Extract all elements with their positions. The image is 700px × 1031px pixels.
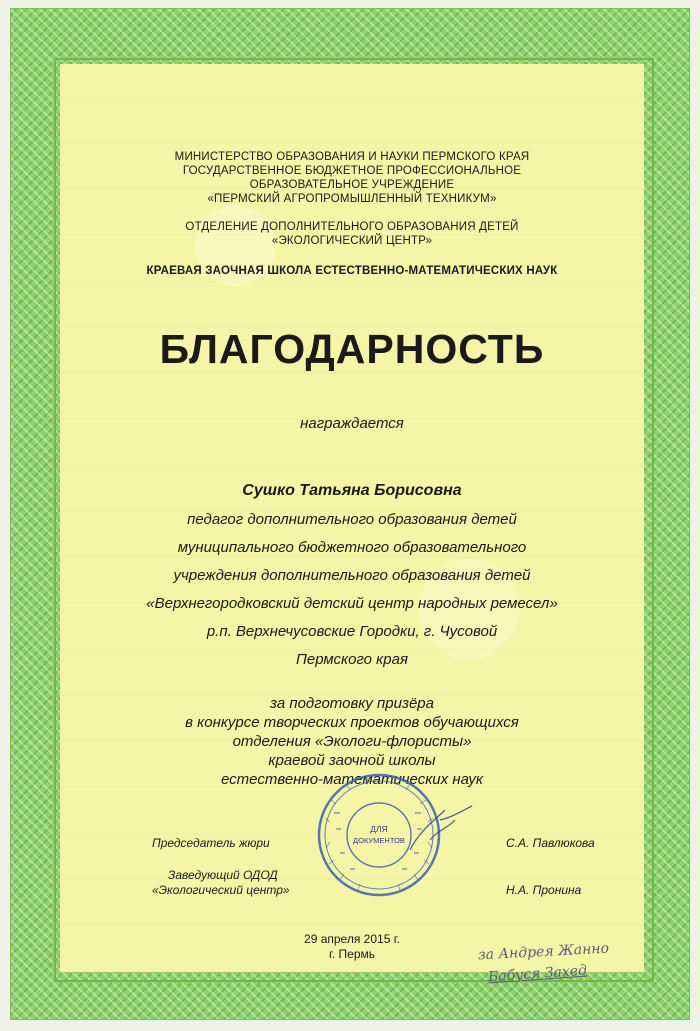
recipient-line-4: «Верхнегородковский детский центр народных ремесел» <box>146 595 558 612</box>
head-name: Н.А. Пронина <box>506 883 582 897</box>
header-ministry: МИНИСТЕРСТВО ОБРАЗОВАНИЯ И НАУКИ ПЕРМСКОГО КРАЯ <box>174 151 530 163</box>
seal-center-line-2: ДОКУМЕНТОВ <box>353 836 405 845</box>
recipient-line-5: р.п. Верхнечусовские Городки, г. Чусовой <box>206 623 498 640</box>
footer-date: 29 апреля 2015 г. <box>304 932 400 946</box>
header-department-1: ОТДЕЛЕНИЕ ДОПОЛНИТЕЛЬНОГО ОБРАЗОВАНИЯ ДЕТЕЙ <box>185 221 519 233</box>
certificate-title: БЛАГОДАРНОСТЬ <box>159 326 545 372</box>
header-department-2: «ЭКОЛОГИЧЕСКИЙ ЦЕНТР» <box>271 235 433 247</box>
seal-center-line-1: ДЛЯ <box>370 824 388 834</box>
header-school: КРАЕВАЯ ЗАОЧНАЯ ШКОЛА ЕСТЕСТВЕННО-МАТЕМАТИЧЕСКИХ НАУК <box>146 265 558 277</box>
recipient-line-1: педагог дополнительного образования детей <box>187 511 517 528</box>
recipient-line-3: учреждения дополнительного образования детей <box>173 567 531 584</box>
ink-signature <box>400 800 480 860</box>
reason-line-5: естественно-математических наук <box>221 771 483 788</box>
recipient-line-2: муниципального бюджетного образовательного <box>177 539 527 556</box>
reason-line-3: отделения «Экологи-флористы» <box>232 733 472 750</box>
handwritten-note-2: Бабуся Захед <box>487 962 588 986</box>
recipient-name: Сушко Татьяна Борисовна <box>242 482 462 499</box>
recipient-details <box>60 506 644 674</box>
header-institution-2: ОБРАЗОВАТЕЛЬНОЕ УЧРЕЖДЕНИЕ <box>249 179 455 191</box>
handwritten-note-1: за Андрея Жанно <box>477 940 610 964</box>
header-institution-3: «ПЕРМСКИЙ АГРОПРОМЫШЛЕННЫЙ ТЕХНИКУМ» <box>207 193 497 205</box>
head-title-1: Заведующий ОДОД <box>168 868 278 882</box>
reason-line-4: краевой заочной школы <box>268 752 436 769</box>
chair-title: Председатель жюри <box>152 836 270 850</box>
reason-line-1: за подготовку призёра <box>270 695 434 712</box>
chair-name: С.А. Павлюкова <box>506 836 595 850</box>
awarded-text: награждается <box>300 415 404 432</box>
footer-city: г. Пермь <box>328 947 376 961</box>
head-title-2: «Экологический центр» <box>152 883 290 897</box>
recipient-line-6: Пермского края <box>296 651 408 668</box>
reason-line-2: в конкурсе творческих проектов обучающихся <box>185 714 519 731</box>
header-block <box>60 150 644 278</box>
header-institution-1: ГОСУДАРСТВЕННОЕ БЮДЖЕТНОЕ ПРОФЕССИОНАЛЬНОЕ <box>182 165 522 177</box>
